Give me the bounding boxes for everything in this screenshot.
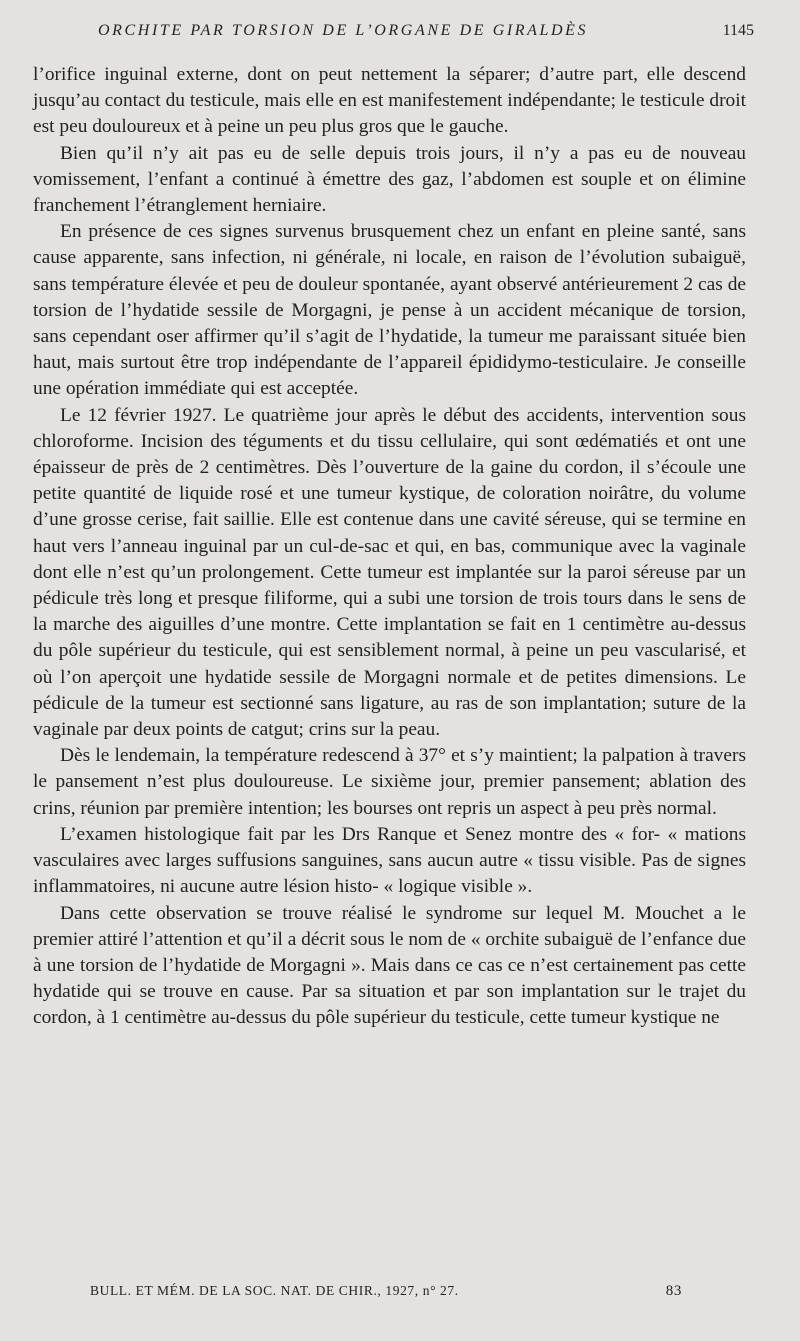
paragraph: Le 12 février 1927. Le quatrième jour après le début des accidents, intervention sous chloroforme. Incision des téguments et du tissu cellulaire, qui sont œdématiés et ont une épaisseur de près de 2 centimètres. Dès l’ouverture de la gaine du cordon, il s’écoule une petite quantité de liquide rosé et une tumeur kystique, de coloration noirâtre, du volume d’une grosse cerise, fait saillie. Elle est contenue dans une cavité séreuse, qui se termine en haut vers l’anneau inguinal par un cul-de-sac et qui, en bas, communique avec la vaginale dont elle n’est qu’un prolongement. Cette tumeur est implantée sur la paroi séreuse par un pédicule très long et presque filiforme, qui a subi une torsion de trois tours dans le sens de la marche des aiguilles d’une montre. Cette implantation se fait en 1 centimètre au-dessus du pôle supérieur du testicule, qui est sensiblement normal, à peine un peu vascularisé, et où l’on aperçoit une hydatide sessile de Morgagni normale et de petites dimensions. Le pédicule de la tumeur est sectionné sans ligature, au ras de son implantation; suture de la vaginale par deux points de catgut; crins sur la peau. <box>33 404 746 741</box>
paragraph: Dès le lendemain, la température redescend à 37° et s’y maintient; la palpation à travers le pansement n’est plus douloureuse. Le sixième jour, premier pansement; ablation des crins, réunion par première intention; les bourses ont repris un aspect à peu près normal. <box>33 745 746 819</box>
page-header <box>30 22 754 44</box>
page-number: 1145 <box>722 22 754 39</box>
paragraph: L’examen histologique fait par les Drs Ranque et Senez montre des « for- « mations vasculaires avec larges suffusions sanguines, sans aucun autre « tissu visible. Pas de signes inflammatoires, ni aucune autre lésion histo- « logique visible ». <box>33 823 746 898</box>
paragraph: l’orifice inguinal externe, dont on peut nettement la séparer; d’autre part, elle descend jusqu’au contact du testicule, mais elle en est manifestement indépendante; le testicule droit est peu douloureux et à peine un peu plus gros que le gauche. <box>33 64 746 138</box>
running-title: ORCHITE PAR TORSION DE L’ORGANE DE GIRALDÈS <box>98 22 589 39</box>
paragraph: Dans cette observation se trouve réalisé le syndrome sur lequel M. Mouchet a le premier attiré l’attention et qu’il a décrit sous le nom de « orchite subaiguë de l’enfance due à une torsion de l’hydatide de Morgagni ». Mais dans ce cas ce n’est certainement pas cette hydatide qui se trouve en cause. Par sa situation et par son implantation sur le trajet du cordon, à 1 centimètre au-dessus du pôle supérieur du testicule, cette tumeur kystique ne <box>33 902 746 1029</box>
journal-citation: BULL. ET MÉM. DE LA SOC. NAT. DE CHIR., 1927, n° 27. <box>90 1283 459 1298</box>
paragraph: En présence de ces signes survenus brusquement chez un enfant en pleine santé, sans cause apparente, sans infection, ni générale, ni locale, en raison de l’évolution subaiguë, sans température élevée et peu de douleur spontanée, ayant observé antérieurement 2 cas de torsion de l’hydatide sessile de Morgagni, je pense à un accident mécanique de torsion, sans cependant oser affirmer qu’il s’agit de l’hydatide, la tumeur me paraissant située bien haut, mais surtout être trop indépendante de l’appareil épididymo-testiculaire. Je conseille une opération immédiate qui est acceptée. <box>33 221 746 400</box>
signature-mark: 83 <box>665 1283 682 1299</box>
body-text <box>33 62 746 1032</box>
paragraph: Bien qu’il n’y ait pas eu de selle depuis trois jours, il n’y a pas eu de nouveau vomissement, l’enfant a continué à émettre des gaz, l’abdomen est souple et on élimine franchement l’étranglement herniaire. <box>33 142 746 217</box>
